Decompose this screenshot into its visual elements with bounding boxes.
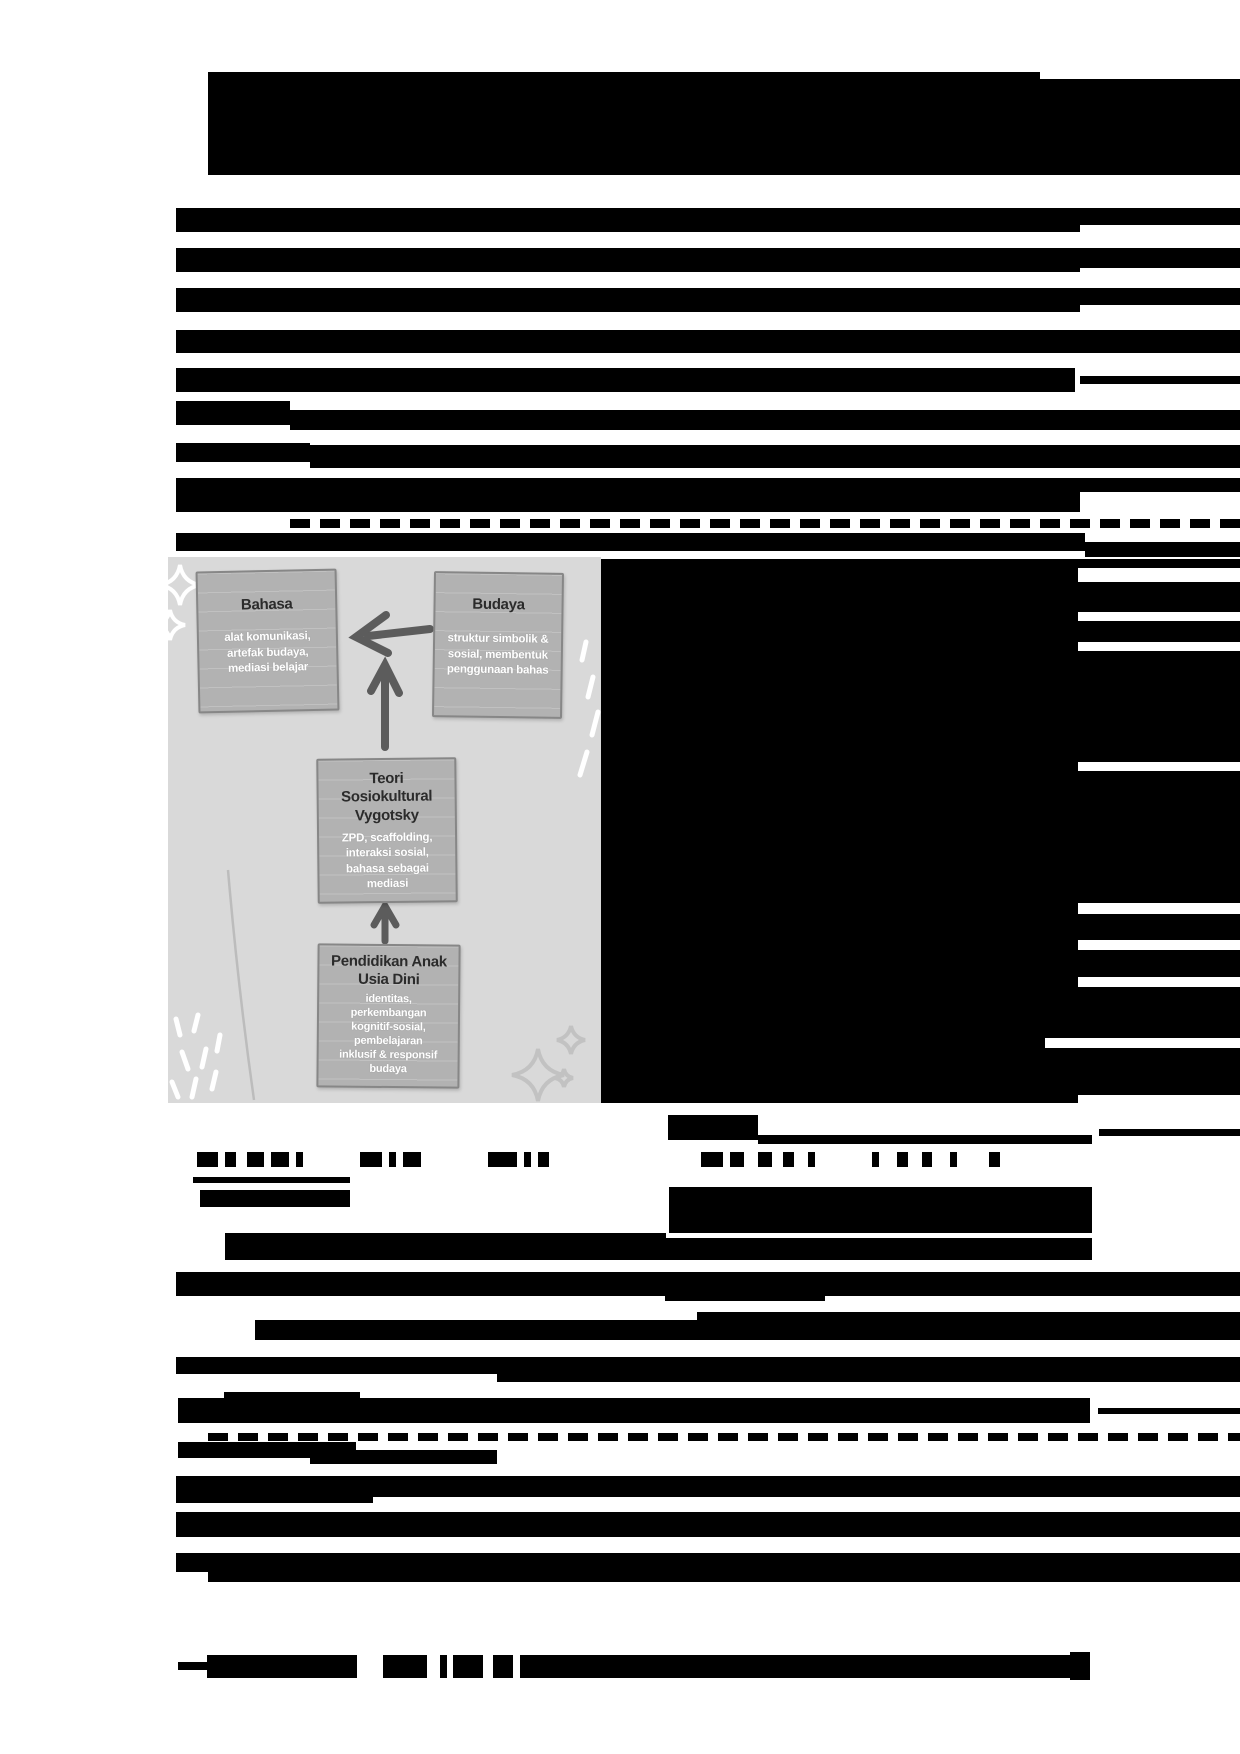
redacted-text-bar: [1080, 248, 1240, 268]
redacted-caption-word: [538, 1152, 549, 1167]
redacted-text-bar: [669, 1187, 1092, 1233]
redacted-caption-word: [197, 1152, 218, 1167]
redacted-caption-word: [296, 1152, 303, 1167]
redacted-dashed-line: [208, 1433, 1240, 1441]
redacted-text-bar: [1080, 376, 1240, 384]
redacted-text-bar: [176, 1490, 373, 1503]
redacted-caption-word: [524, 1152, 531, 1167]
text-line-gap: [1045, 1038, 1240, 1048]
redacted-caption-word: [225, 1152, 236, 1167]
redacted-text-bar: [176, 208, 1080, 232]
figure-diagram: [168, 557, 601, 1103]
redacted-caption-word: [989, 1152, 1000, 1167]
text-line-gap: [1078, 612, 1240, 621]
redacted-text-bar: [758, 1135, 1092, 1144]
node-title: Pendidikan Anak Usia Dini: [330, 952, 447, 989]
redacted-caption-word: [922, 1152, 932, 1167]
redacted-text-bar: [290, 410, 1240, 430]
redacted-text-bar: [176, 1512, 1240, 1537]
text-line-gap: [1078, 903, 1240, 914]
sparkle-icon: [512, 1026, 585, 1101]
dash-decor-icon: [580, 642, 598, 775]
redacted-caption-word: [783, 1152, 794, 1167]
redacted-text-bar: [193, 1177, 350, 1183]
redacted-caption-word: [389, 1152, 396, 1167]
redacted-text-bar: [1080, 478, 1240, 492]
redacted-text-bar: [208, 1572, 1240, 1582]
redacted-text-bar: [665, 1295, 825, 1301]
redacted-footer-segment: [383, 1655, 427, 1678]
redacted-text-bar: [176, 330, 1240, 353]
arrow-left-icon: [356, 615, 430, 653]
redacted-text-bar: [668, 1115, 758, 1140]
curve-decor: [228, 870, 254, 1100]
redacted-caption-word: [950, 1152, 957, 1167]
redacted-text-bar: [176, 1553, 1240, 1572]
redacted-footer-segment: [207, 1655, 357, 1678]
node-body: ZPD, scaffolding, interaksi sosial, bahasa sebagai mediasi: [341, 831, 433, 891]
diagram-node-budaya: [432, 571, 564, 719]
redacted-text-bar: [176, 478, 1080, 512]
redacted-caption-word: [488, 1152, 517, 1167]
redacted-caption-word: [808, 1152, 815, 1167]
text-line-gap: [1078, 940, 1240, 950]
redacted-text-bar: [176, 288, 1080, 312]
redacted-text-bar: [225, 1233, 666, 1260]
text-line-gap: [1078, 1095, 1240, 1103]
redacted-caption-word: [701, 1152, 723, 1167]
diagram-node-pendidikan-anak-usia-dini: [316, 943, 460, 1088]
redacted-footer-segment: [440, 1655, 447, 1678]
redacted-text-bar: [178, 1398, 1090, 1423]
node-body: alat komunikasi, artefak budaya, mediasi belajar: [224, 630, 311, 675]
redacted-text-bar: [310, 445, 1240, 468]
redacted-text-bar: [176, 401, 290, 425]
redacted-text-bar: [176, 1272, 1240, 1296]
text-line-gap: [1078, 642, 1240, 651]
node-body: struktur simbolik & sosial, membentuk penggunaan bahas: [446, 632, 549, 677]
redacted-caption-word: [758, 1152, 772, 1167]
node-title: Teori Sosiokultural Vygotsky: [340, 769, 433, 824]
text-line-gap: [1078, 762, 1240, 771]
redacted-text-bar: [666, 1238, 1092, 1260]
diagram-node-teori-sosiokultural: [316, 757, 458, 903]
redacted-caption-word: [897, 1152, 908, 1167]
redacted-footer-segment: [453, 1655, 483, 1678]
redacted-dashed-line: [290, 519, 1240, 528]
node-title: Budaya: [472, 595, 525, 614]
redacted-text-bar: [1080, 288, 1240, 305]
redacted-page-number: [1070, 1652, 1090, 1680]
diagram-node-bahasa: [196, 569, 340, 714]
redacted-text-bar: [176, 1357, 497, 1374]
redacted-text-bar: [1098, 1408, 1240, 1414]
redacted-caption-word: [730, 1152, 744, 1167]
redacted-caption-word: [872, 1152, 879, 1167]
redacted-text-bar: [176, 443, 310, 462]
redacted-text-bar: [697, 1312, 1240, 1340]
text-line-gap: [1078, 977, 1240, 987]
redacted-title-block: [1040, 79, 1240, 175]
redacted-text-bar: [176, 248, 1080, 272]
redacted-footer-segment: [178, 1662, 208, 1670]
node-title: Bahasa: [240, 595, 293, 614]
redacted-text-bar: [1099, 1129, 1240, 1136]
redacted-title-block: [208, 72, 1040, 175]
redacted-caption-word: [247, 1152, 264, 1167]
redacted-text-bar: [310, 1450, 497, 1464]
redacted-text-bar: [1085, 542, 1240, 557]
redacted-caption-word: [360, 1152, 382, 1167]
redacted-text-bar: [176, 368, 1075, 392]
redacted-text-bar: [497, 1357, 1240, 1382]
text-line-gap: [1078, 568, 1240, 582]
redacted-footer-segment: [520, 1655, 1070, 1678]
redacted-text-bar: [1080, 208, 1240, 225]
node-body: identitas, perkembangan kognitif-sosial, pembelajaran inklusif & responsif budaya: [339, 992, 438, 1076]
dash-decor-icon: [172, 1015, 220, 1097]
redacted-footer-segment: [493, 1655, 513, 1678]
redacted-text-bar: [176, 533, 1085, 551]
redacted-figure-text-block: [601, 559, 1240, 1103]
redacted-text-bar: [200, 1190, 350, 1207]
arrow-up-icon: [374, 906, 396, 941]
redacted-caption-word: [403, 1152, 421, 1167]
arrow-up-icon: [371, 665, 399, 747]
redacted-caption-word: [271, 1152, 289, 1167]
